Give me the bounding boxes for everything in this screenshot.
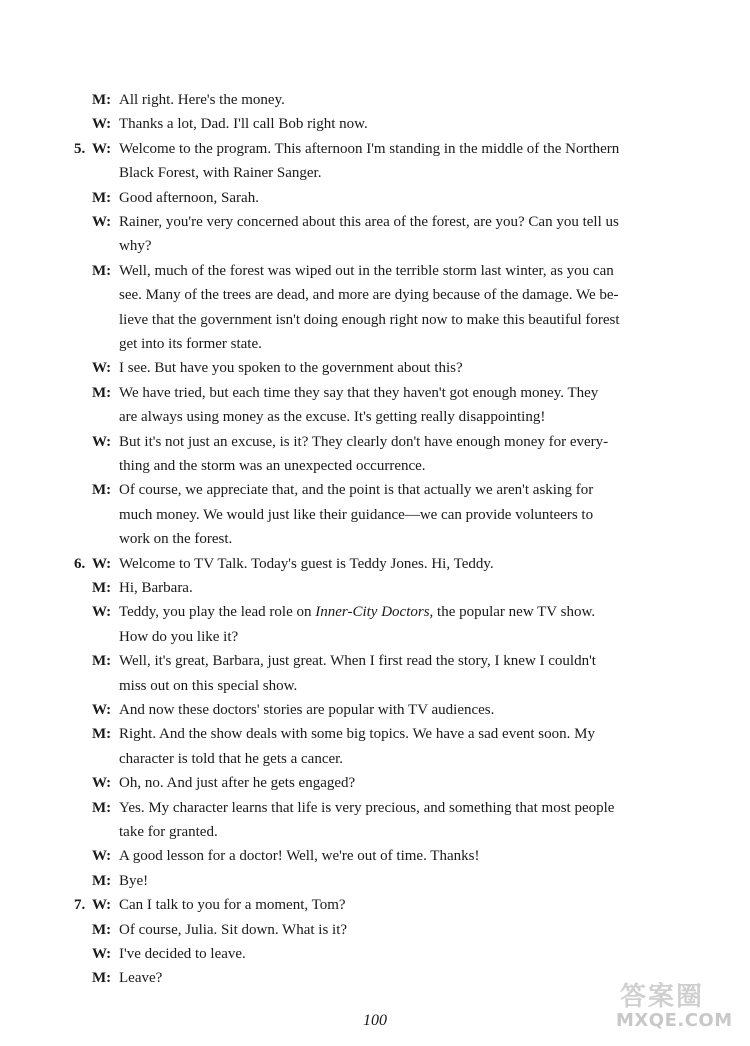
dialogue-text: Yes. My character learns that life is very precious, and something that most people <box>119 800 615 816</box>
transcript-line <box>0 188 750 208</box>
dialogue-text: Well, much of the forest was wiped out in the terrible storm last winter, as you can <box>119 263 614 279</box>
transcript-line <box>0 846 750 866</box>
dialogue-text: Hi, Barbara. <box>119 580 193 596</box>
dialogue-text-part: , the popular new TV show. <box>429 604 596 620</box>
dialogue-text: All right. Here's the money. <box>119 92 285 108</box>
speaker-label: W: <box>92 848 112 864</box>
watermark-url: MXQE.COM <box>616 1010 733 1031</box>
speaker-label: W: <box>92 946 112 962</box>
watermark-logo: 答案圈 <box>620 982 705 1012</box>
transcript-line <box>0 724 750 744</box>
dialogue-text: Of course, Julia. Sit down. What is it? <box>119 922 348 938</box>
dialogue-text: And now these doctors' stories are popular with TV audiences. <box>119 702 495 718</box>
transcript-line <box>0 114 750 134</box>
transcript-line <box>0 480 750 500</box>
speaker-label: M: <box>92 970 112 986</box>
transcript-line <box>0 139 750 159</box>
dialogue-text: see. Many of the trees are dead, and more are dying because of the damage. We be- <box>119 287 619 303</box>
speaker-label: M: <box>92 385 112 401</box>
speaker-label: W: <box>92 116 112 132</box>
transcript-line <box>0 749 750 769</box>
dialogue-text: Bye! <box>119 873 149 889</box>
speaker-label: M: <box>92 653 112 669</box>
transcript-line <box>0 773 750 793</box>
transcript-line <box>0 554 750 574</box>
dialogue-text: are always using money as the excuse. It's getting really disappointing! <box>119 409 546 425</box>
transcript-line <box>0 407 750 427</box>
dialogue-text: work on the forest. <box>119 531 233 547</box>
speaker-label: M: <box>92 922 112 938</box>
transcript-line <box>0 432 750 452</box>
transcript-line <box>0 700 750 720</box>
speaker-label: M: <box>92 190 112 206</box>
speaker-label: M: <box>92 873 112 889</box>
page-number: 100 <box>363 1012 387 1029</box>
transcript-line <box>0 920 750 940</box>
speaker-label: W: <box>92 434 112 450</box>
dialogue-text: get into its former state. <box>119 336 262 352</box>
question-number: 7. <box>74 897 86 913</box>
dialogue-text: Welcome to the program. This afternoon I'm standing in the middle of the Northern <box>119 141 620 157</box>
speaker-label: W: <box>92 360 112 376</box>
transcript-line <box>0 529 750 549</box>
transcript-line <box>0 383 750 403</box>
transcript-line <box>0 578 750 598</box>
speaker-label: W: <box>92 214 112 230</box>
dialogue-text: Good afternoon, Sarah. <box>119 190 259 206</box>
transcript-line <box>0 676 750 696</box>
speaker-label: M: <box>92 482 112 498</box>
watermark <box>612 976 742 1038</box>
question-number: 5. <box>74 141 86 157</box>
transcript-line <box>0 212 750 232</box>
transcript-line <box>0 822 750 842</box>
dialogue-text: A good lesson for a doctor! Well, we're out of time. Thanks! <box>119 848 480 864</box>
dialogue-text <box>119 602 595 622</box>
dialogue-text: Leave? <box>119 970 163 986</box>
show-title: Inner-City Doctors <box>315 604 430 620</box>
transcript-line <box>0 944 750 964</box>
dialogue-text: much money. We would just like their guidance—we can provide volunteers to <box>119 507 594 523</box>
transcript-line <box>0 261 750 281</box>
dialogue-text: Well, it's great, Barbara, just great. When I first read the story, I knew I couldn't <box>119 653 596 669</box>
transcript-line <box>0 627 750 647</box>
transcript-line <box>0 358 750 378</box>
transcript-line <box>0 505 750 525</box>
dialogue-text: Can I talk to you for a moment, Tom? <box>119 897 346 913</box>
transcript-line <box>0 871 750 891</box>
speaker-label: W: <box>92 897 112 913</box>
dialogue-text: take for granted. <box>119 824 218 840</box>
question-number: 6. <box>74 556 86 572</box>
dialogue-text: Welcome to TV Talk. Today's guest is Teddy Jones. Hi, Teddy. <box>119 556 494 572</box>
transcript-line <box>0 798 750 818</box>
transcript-line <box>0 310 750 330</box>
transcript-line <box>0 285 750 305</box>
speaker-label: M: <box>92 92 112 108</box>
dialogue-text: Right. And the show deals with some big topics. We have a sad event soon. My <box>119 726 595 742</box>
transcript-line <box>0 895 750 915</box>
speaker-label: W: <box>92 141 112 157</box>
speaker-label: M: <box>92 800 112 816</box>
dialogue-text: But it's not just an excuse, is it? They clearly don't have enough money for every- <box>119 434 609 450</box>
transcript-line <box>0 456 750 476</box>
transcript-line <box>0 651 750 671</box>
transcript-line <box>0 602 750 622</box>
speaker-label: W: <box>92 702 112 718</box>
transcript-line <box>0 236 750 256</box>
dialogue-text: miss out on this special show. <box>119 678 298 694</box>
dialogue-text-part: Teddy, you play the lead role on <box>119 604 316 620</box>
dialogue-text: I've decided to leave. <box>119 946 246 962</box>
speaker-label: M: <box>92 263 112 279</box>
transcript-line <box>0 334 750 354</box>
dialogue-text: character is told that he gets a cancer. <box>119 751 344 767</box>
dialogue-text: I see. But have you spoken to the government about this? <box>119 360 463 376</box>
speaker-label: M: <box>92 726 112 742</box>
dialogue-text: thing and the storm was an unexpected occurrence. <box>119 458 426 474</box>
speaker-label: M: <box>92 580 112 596</box>
dialogue-text: We have tried, but each time they say that they haven't got enough money. They <box>119 385 599 401</box>
transcript-line <box>0 90 750 110</box>
dialogue-text: lieve that the government isn't doing enough right now to make this beautiful forest <box>119 312 620 328</box>
dialogue-text: Thanks a lot, Dad. I'll call Bob right now. <box>119 116 368 132</box>
speaker-label: W: <box>92 604 112 620</box>
dialogue-text: Rainer, you're very concerned about this area of the forest, are you? Can you tell us <box>119 214 619 230</box>
speaker-label: W: <box>92 556 112 572</box>
dialogue-text: Of course, we appreciate that, and the point is that actually we aren't asking for <box>119 482 594 498</box>
speaker-label: W: <box>92 775 112 791</box>
transcript-line <box>0 163 750 183</box>
dialogue-text: How do you like it? <box>119 629 239 645</box>
dialogue-text: why? <box>119 238 152 254</box>
dialogue-text: Black Forest, with Rainer Sanger. <box>119 165 322 181</box>
dialogue-text: Oh, no. And just after he gets engaged? <box>119 775 356 791</box>
